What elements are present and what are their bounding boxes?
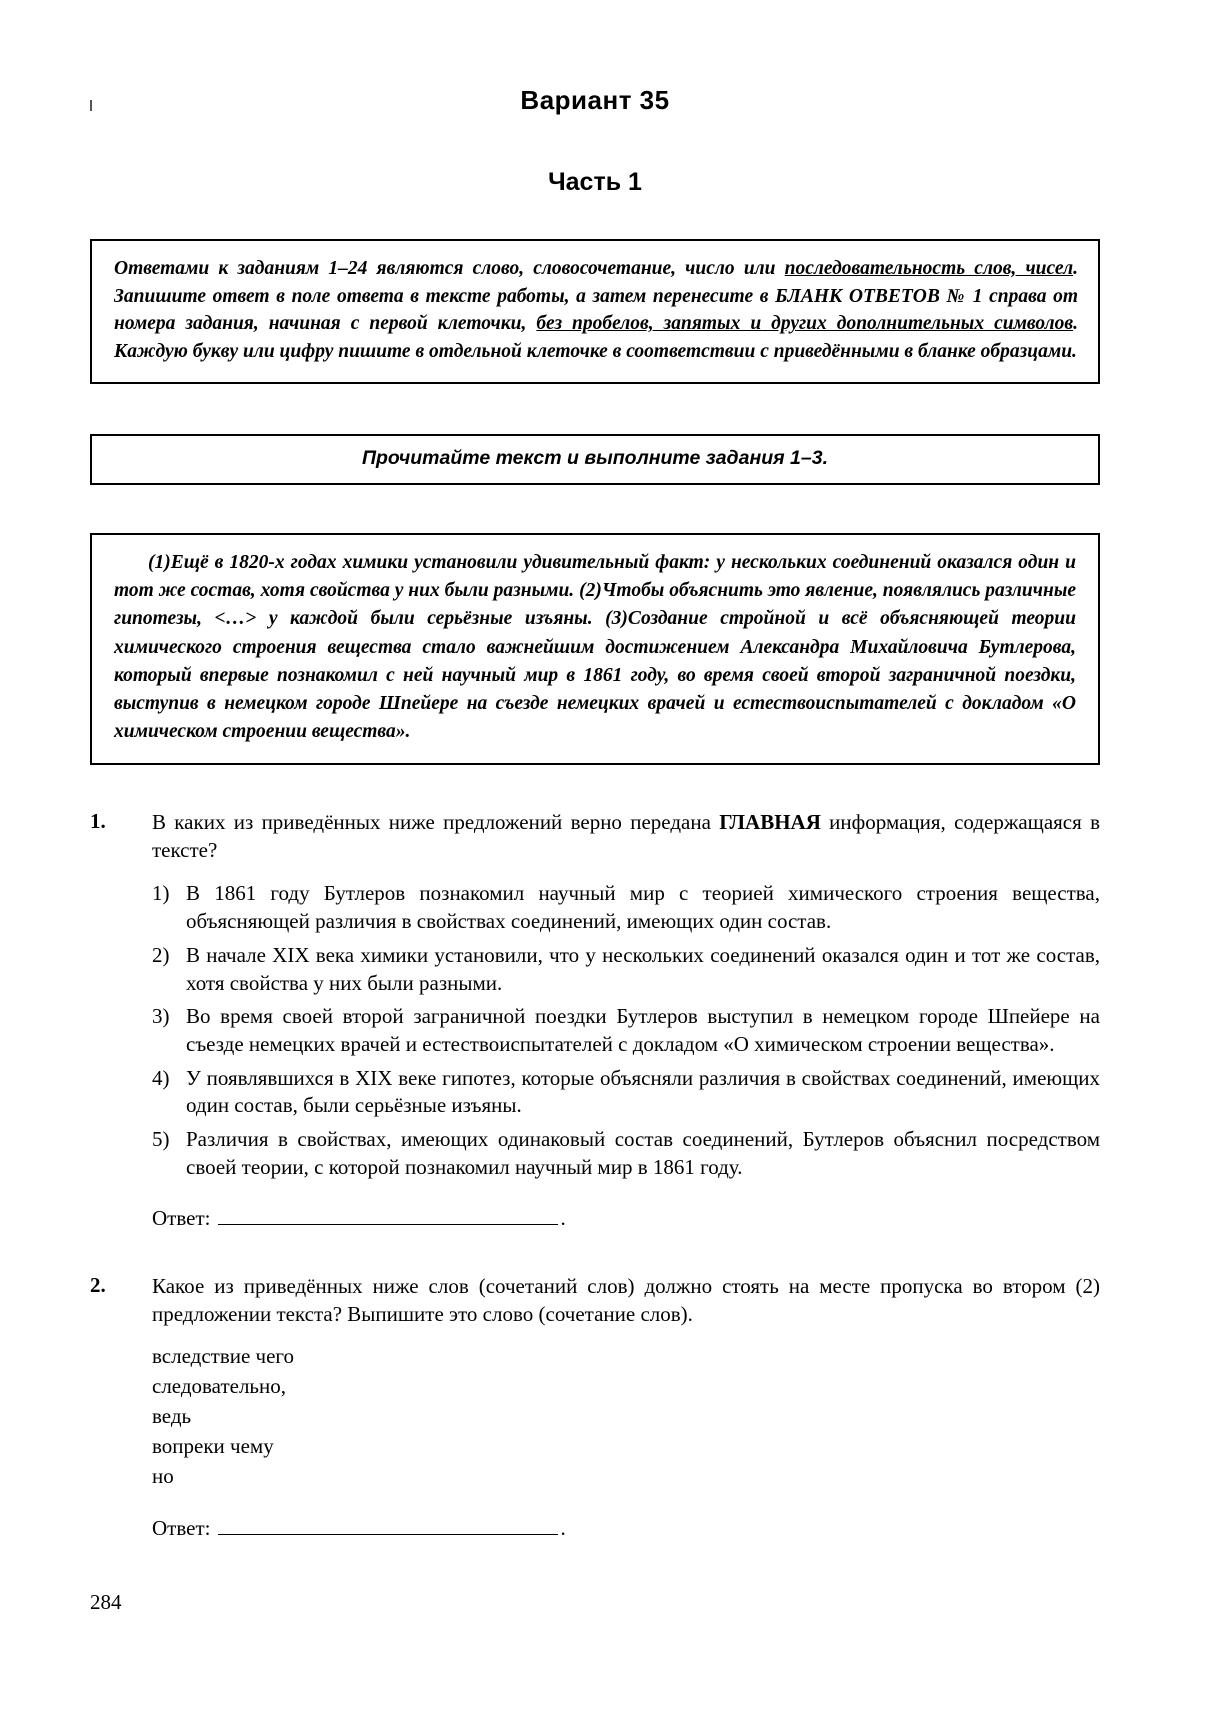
reading-prompt-box (90, 434, 1100, 485)
task-1-body (152, 809, 1100, 1231)
task-2 (90, 1273, 1100, 1541)
list-item: следовательно, (152, 1374, 286, 1399)
instruction-line1: Ответами к заданиям 1–24 являются слово, словосочетание, число или (114, 258, 785, 279)
task-1-stem-part1: В каких из приведённых ниже предложений верно передана (152, 809, 720, 834)
task-1-options (152, 880, 1100, 1181)
task-1 (90, 809, 1100, 1231)
instruction-box (90, 239, 1100, 384)
option-text: Во время своей второй заграничной поездки Бутлеров выступил в немецком городе Шпейере на съезде немецких врачей и естествоиспытателей с докладом «О химическом строении вещества». (186, 1004, 1100, 1057)
list-item: вопреки чему (152, 1433, 274, 1458)
list-item: но (152, 1463, 174, 1488)
part-heading: Часть 1 (548, 168, 642, 196)
list-item (152, 942, 1100, 997)
answer-label: Ответ: (152, 1515, 211, 1540)
page-number: 284 (90, 1590, 122, 1614)
task-1-answer-line (152, 1206, 1100, 1231)
option-text: Различия в свойствах, имеющих одинаковый состав соединений, Бутлеров объяснил посредством своей теории, с которой познакомил научный мир в 1861 году. (186, 1127, 1100, 1179)
list-item (152, 880, 1100, 935)
list-item: ведь (152, 1404, 192, 1429)
task-2-number: 2. (90, 1272, 106, 1297)
list-item (152, 1003, 1100, 1058)
option-text: В начале XIX века химики установили, что у нескольких соединений оказался один и тот же состав, хотя свойства у них были разными. (186, 942, 1100, 995)
list-item: вследствие чего (152, 1344, 295, 1369)
task-2-answer-line (152, 1516, 1100, 1541)
instruction-underline2: без пробелов, запятых и других дополнительных символов (536, 313, 1074, 335)
answer-period: . (560, 1515, 566, 1540)
task-1-stem-emphasis: ГЛАВНАЯ (719, 809, 821, 834)
list-item (152, 1126, 1100, 1181)
instruction-text (114, 255, 1078, 366)
instruction-line3: . Каждую букву или цифру пишите в отдельной клеточке в соответствии с приведёнными в бланке образцами. (114, 313, 1078, 363)
task-1-stem (152, 809, 1100, 865)
page-title: Вариант 35 (520, 85, 670, 115)
option-marker: 3) (152, 1004, 170, 1029)
answer-input[interactable] (218, 1517, 558, 1535)
option-marker: 1) (152, 881, 170, 906)
task-2-stem: Какое из приведённых ниже слов (сочетаний слов) должно стоять на месте пропуска во втором (2) предложении текста? Выпишите это слово (сочетание слов). (152, 1273, 1100, 1326)
reading-text-body: (1)Ещё в 1820-х годах химики установили удивительный факт: у нескольких соединений оказался один и тот же состав, хотя свойства у них были разными. (2)Чтобы объяснить это явление, появлялись различные гипотезы, <…> у каждой были серьёзные изъяны. (3)Создание стройной и всё объясняющей теории химического строения вещества стало важнейшим достижением Александра Михайловича Бутлерова, который впервые познакомил с ней научный мир в 1861 году, во время своей второй заграничной поездки, выступив в немецком городе Шпейере на съезде немецких врачей и естествоиспытателей с докладом «О химическом строении вещества». (114, 551, 1076, 743)
task-2-word-list (152, 1342, 1100, 1491)
option-marker: 5) (152, 1127, 170, 1152)
answer-input[interactable] (218, 1207, 558, 1225)
option-marker: 4) (152, 1065, 170, 1090)
option-marker: 2) (152, 942, 170, 967)
answer-label: Ответ: (152, 1205, 211, 1230)
option-text: У появлявшихся в XIX веке гипотез, которые объясняли различия в свойствах соединений, имеющих один состав, были серьёзные изъяны. (186, 1065, 1100, 1118)
reading-text-box (90, 533, 1100, 765)
list-item (152, 1065, 1100, 1120)
task-2-body (152, 1273, 1100, 1541)
task-1-number: 1. (90, 808, 106, 833)
option-text: В 1861 году Бутлеров познакомил научный мир с теорией химического строения вещества, объясняющей различия в свойствах соединений, имеющих один состав. (186, 881, 1100, 934)
instruction-underline1: последовательность слов, чисел (784, 258, 1074, 279)
answer-period: . (560, 1205, 566, 1230)
reading-prompt-text: Прочитайте текст и выполните задания 1–3. (362, 446, 828, 469)
page-content (90, 85, 1100, 1571)
task-1-stem-part2: информация, содержащаяся в тексте? (152, 809, 1100, 862)
instruction-line2: . Запишите ответ в поле ответа в тексте работы, а затем перенесите в БЛАНК ОТВЕТОВ № 1 справа от номера задания, начиная с первой клеточки, (114, 258, 1078, 335)
